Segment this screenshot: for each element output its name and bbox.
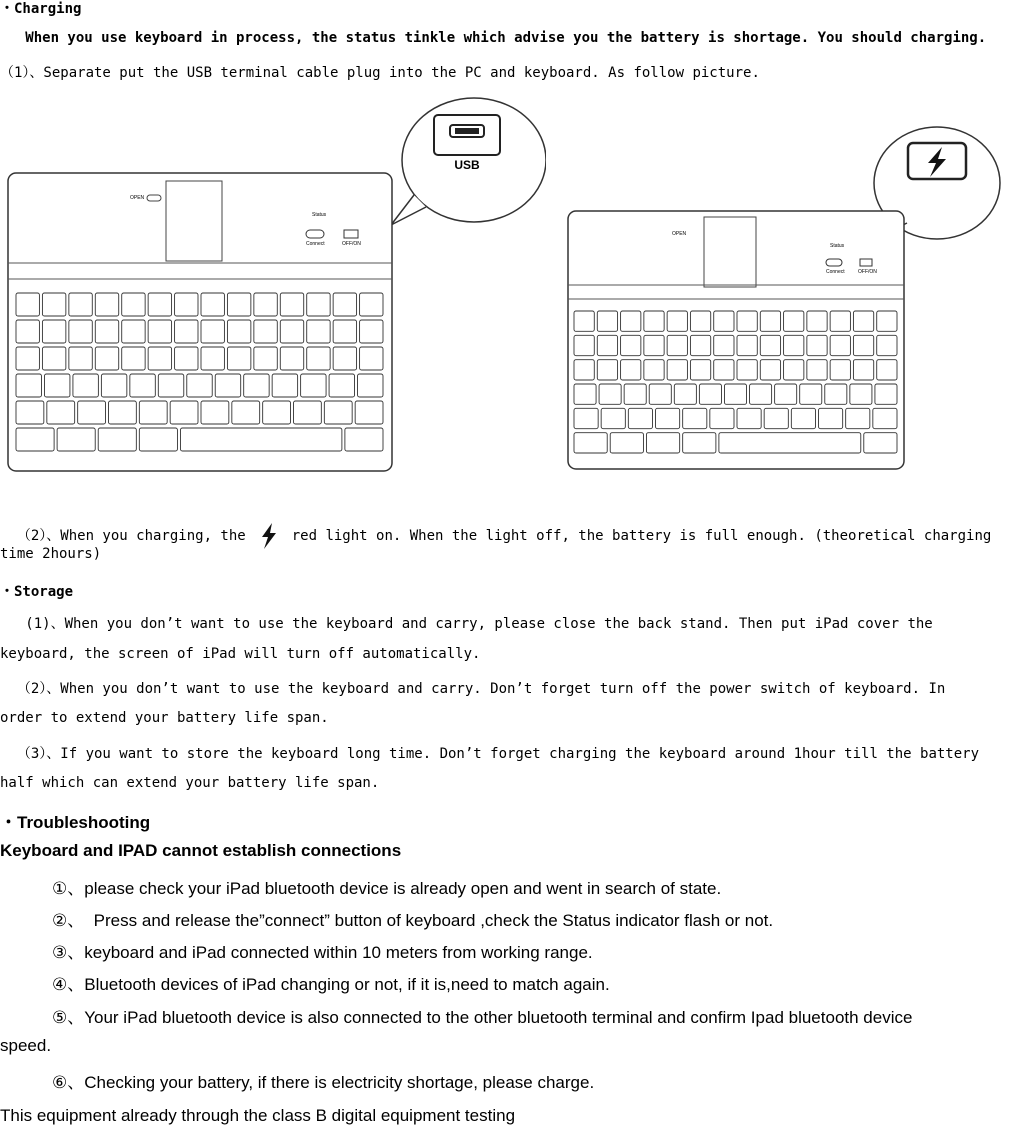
- svg-text:OFF/ON: OFF/ON: [342, 241, 361, 247]
- svg-text:Connect: Connect: [826, 269, 845, 275]
- svg-text:OPEN: OPEN: [672, 231, 687, 237]
- troubleshooting-item-4: ④、Bluetooth devices of iPad changing or not, if it is,need to match again.: [52, 975, 610, 994]
- troubleshooting-item-6: ⑥、Checking your battery, if there is electricity shortage, please charge.: [52, 1073, 595, 1092]
- storage-p3a: （3）、If you want to store the keyboard long time. Don’t forget charging the keyboard around 1hour till the battery: [0, 746, 980, 762]
- troubleshooting-item-2: ②、 Press and release the”connect” button of keyboard ,check the Status indicator flash or not.: [52, 911, 774, 930]
- charging-heading: ・Charging: [0, 1, 82, 17]
- charging-intro: When you use keyboard in process, the status tinkle which advise you the battery is shortage. You should charging.: [0, 30, 987, 46]
- svg-text:OPEN: OPEN: [130, 195, 145, 201]
- troubleshooting-item-1: ①、please check your iPad bluetooth device is already open and went in search of state.: [52, 879, 722, 898]
- svg-text:Connect: Connect: [306, 241, 325, 247]
- storage-p1a: (1)、When you don’t want to use the keyboard and carry, please close the back stand. Then put iPad cover the: [0, 616, 933, 632]
- keyboard-usb-figure: [6, 95, 546, 473]
- troubleshooting-heading: ・Troubleshooting: [0, 813, 151, 832]
- troubleshooting-item-5b: speed.: [0, 1036, 52, 1055]
- footer-note: This equipment already through the class B digital equipment testing: [0, 1106, 516, 1125]
- storage-p2a: （2）、When you don’t want to use the keyboard and carry. Don’t forget turn off the power switch of keyboard. In: [0, 681, 946, 697]
- charging-step1: （1）、Separate put the USB terminal cable plug into the PC and keyboard. As follow picture.: [0, 65, 760, 81]
- charging-step2: （2）、When you charging, the red light on. When the light off, the battery is full enough. (theoretical charging: [0, 505, 1014, 551]
- bolt-icon: [256, 521, 282, 551]
- troubleshooting-item-3: ③、keyboard and iPad connected within 10 meters from working range.: [52, 943, 593, 962]
- keyboard-charge-figure: [562, 125, 1007, 473]
- troubleshooting-subheading: Keyboard and IPAD cannot establish connections: [0, 841, 402, 860]
- storage-heading: ・Storage: [0, 584, 74, 600]
- storage-p3b: half which can extend your battery life span.: [0, 775, 380, 791]
- svg-text:Status: Status: [830, 243, 845, 249]
- charging-step2-cont: time 2hours): [0, 546, 102, 562]
- troubleshooting-item-5a: ⑤、Your iPad bluetooth device is also connected to the other bluetooth terminal and confirm Ipad bluetooth device: [52, 1008, 913, 1027]
- usb-label: USB: [454, 158, 480, 172]
- svg-text:OFF/ON: OFF/ON: [858, 269, 877, 275]
- storage-p1b: keyboard, the screen of iPad will turn off automatically.: [0, 646, 481, 662]
- svg-text:Status: Status: [312, 212, 327, 218]
- storage-p2b: order to extend your battery life span.: [0, 710, 329, 726]
